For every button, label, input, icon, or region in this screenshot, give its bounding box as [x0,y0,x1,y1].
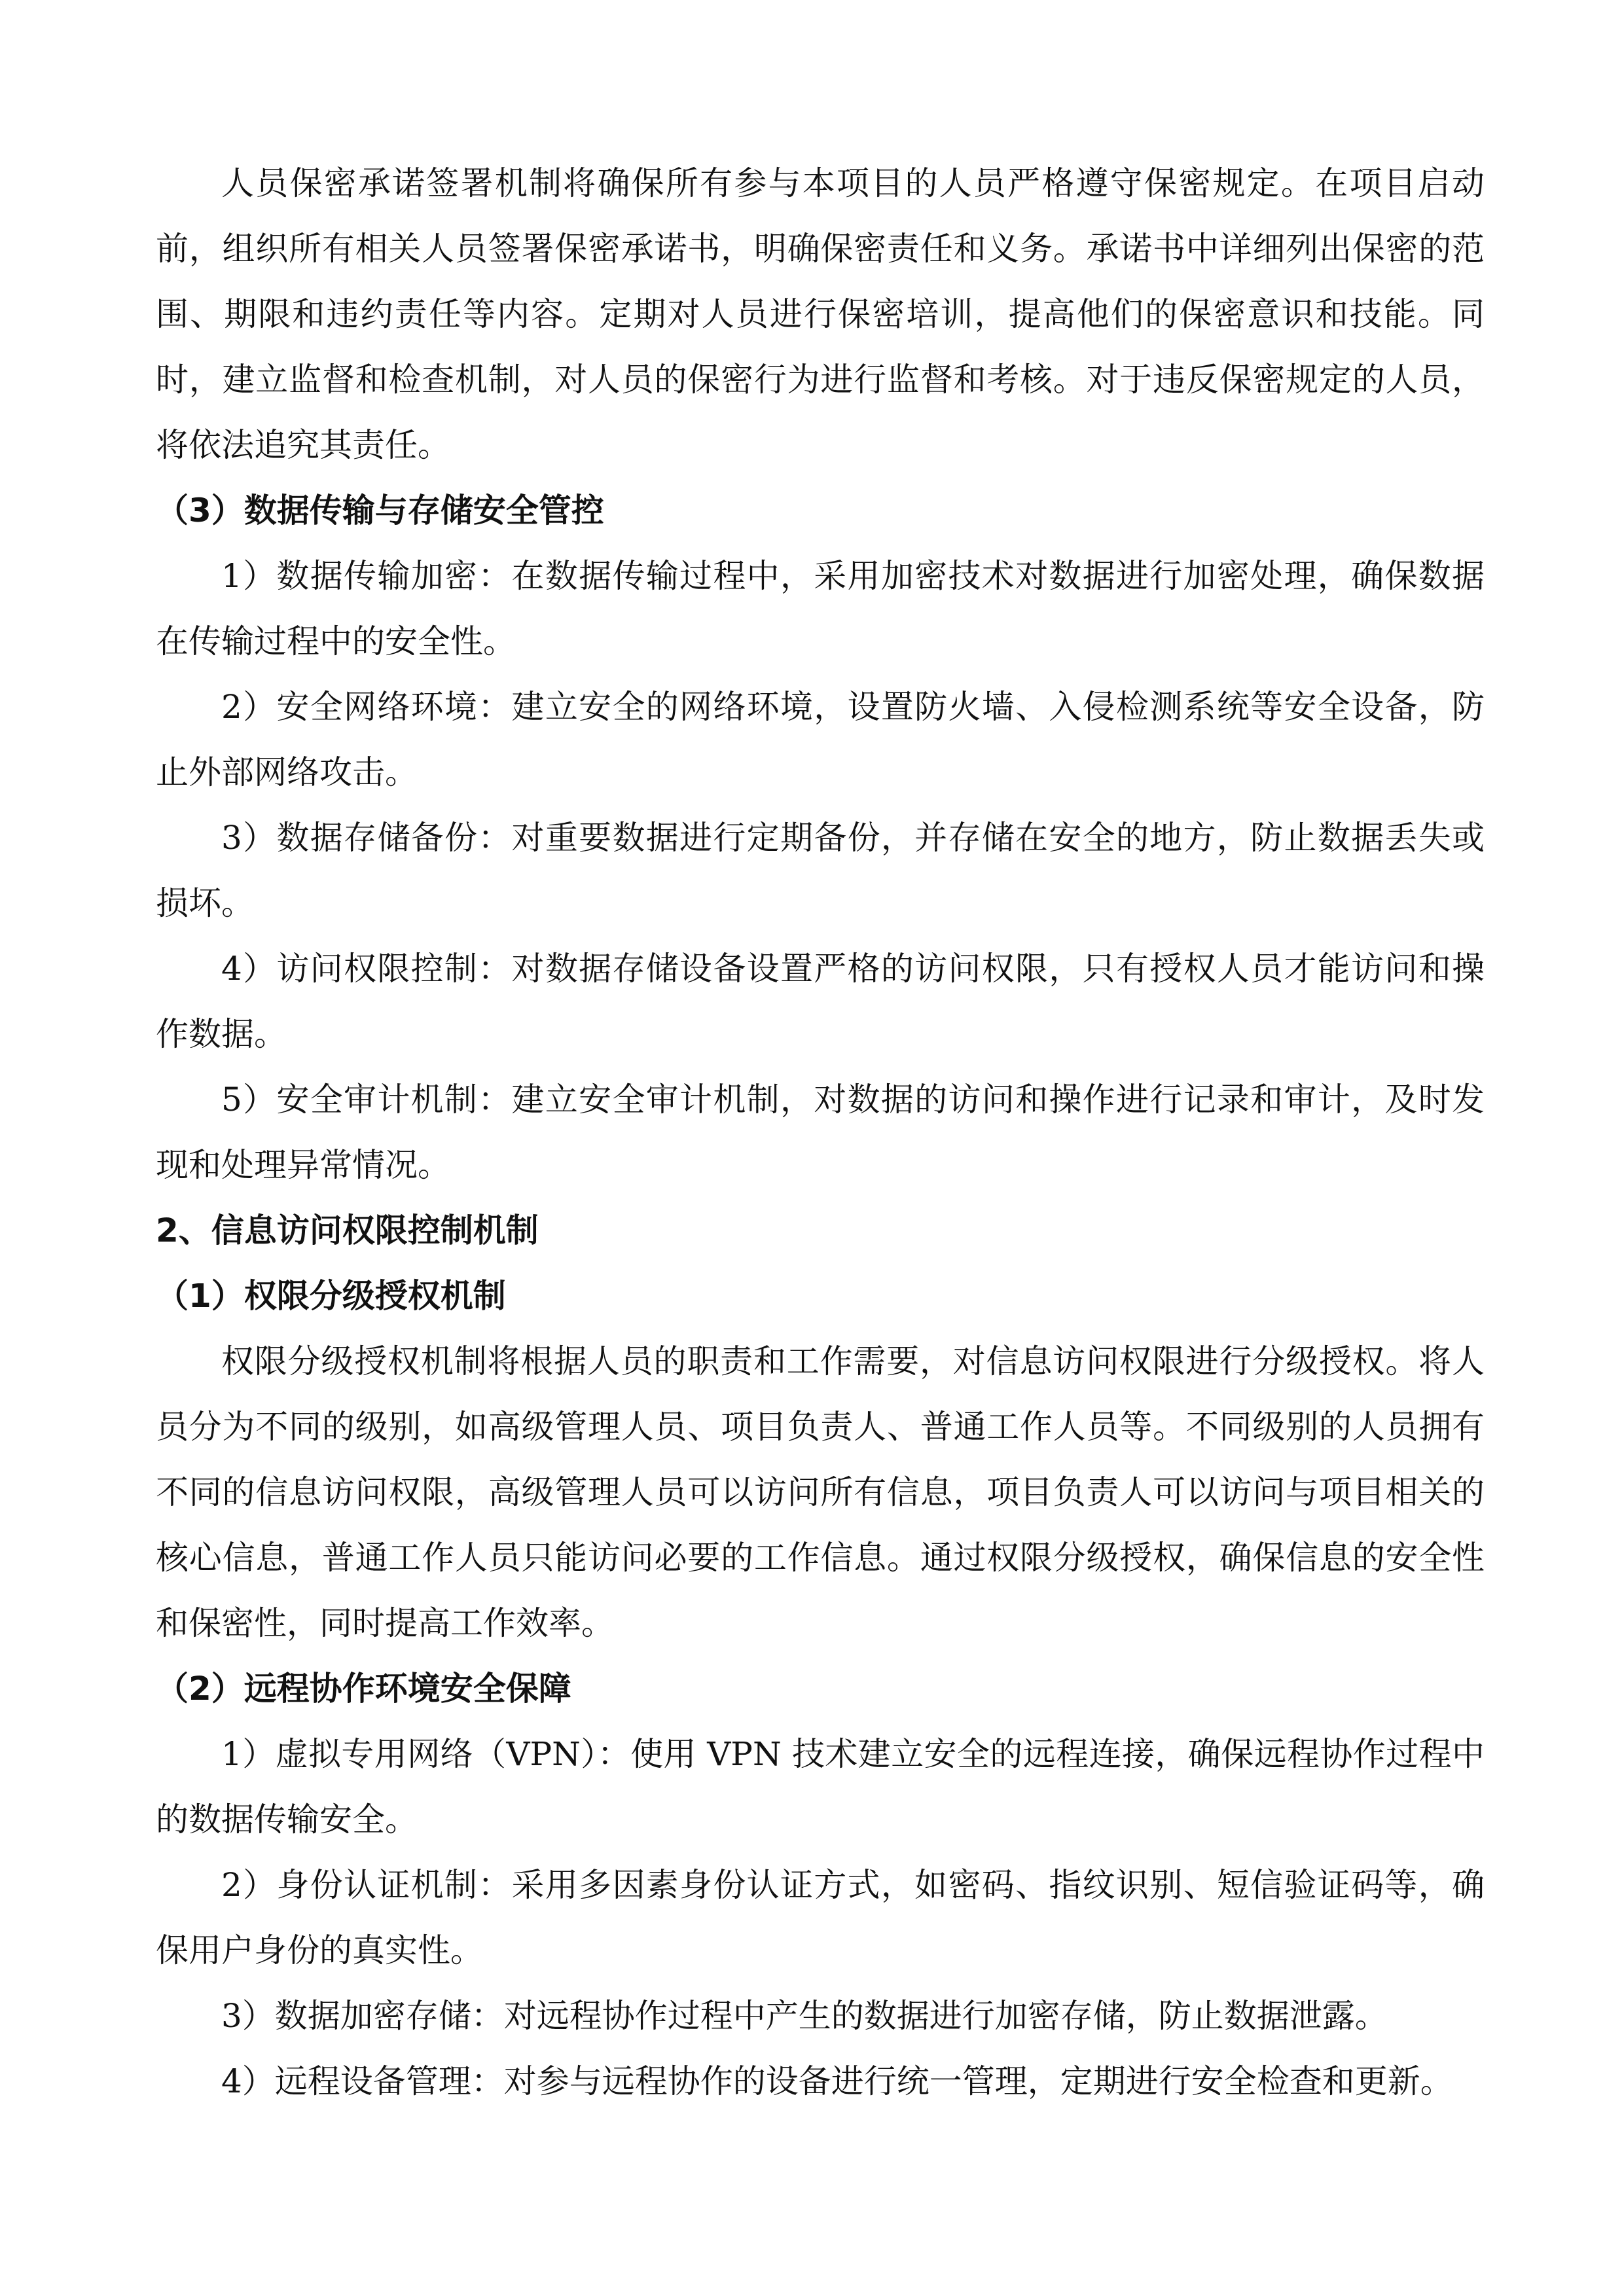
paragraph-vpn: 1）虚拟专用网络（VPN）：使用 VPN 技术建立安全的远程连接，确保远程协作过程中的数据传输安全。 [156,1735,1485,1839]
heading-remote-collaboration: （2）远程协作环境安全保障 [156,1670,571,1708]
document-page [156,151,1485,2114]
paragraph-tiered-authorization: 权限分级授权机制将根据人员的职责和工作需要，对信息访问权限进行分级授权。将人员分为不同的级别，如高级管理人员、项目负责人、普通工作人员等。不同级别的人员拥有不同的信息访问权限，高级管理人员可以访问所有信息，项目负责人可以访问与项目相关的核心信息，普通工作人员只能访问必要的工作信息。通过权限分级授权，确保信息的安全性和保密性，同时提高工作效率。 [156,1342,1485,1642]
paragraph-device-management: 4）远程设备管理：对参与远程协作的设备进行统一管理，定期进行安全检查和更新。 [221,2062,1453,2100]
heading-data-transfer-storage: （3）数据传输与存储安全管控 [156,492,604,529]
paragraph-secure-network: 2）安全网络环境：建立安全的网络环境，设置防火墙、入侵检测系统等安全设备，防止外部网络攻击。 [156,688,1485,791]
paragraph-transfer-encryption: 1）数据传输加密：在数据传输过程中，采用加密技术对数据进行加密处理，确保数据在传输过程中的安全性。 [156,557,1485,660]
heading-tiered-authorization: （1）权限分级授权机制 [156,1277,506,1315]
paragraph-confidentiality-pledge: 人员保密承诺签署机制将确保所有参与本项目的人员严格遵守保密规定。在项目启动前，组织所有相关人员签署保密承诺书，明确保密责任和义务。承诺书中详细列出保密的范围、期限和违约责任等内容。定期对人员进行保密培训，提高他们的保密意识和技能。同时，建立监督和检查机制，对人员的保密行为进行监督和考核。对于违反保密规定的人员，将依法追究其责任。 [156,164,1485,464]
paragraph-authentication: 2）身份认证机制：采用多因素身份认证方式，如密码、指纹识别、短信验证码等，确保用户身份的真实性。 [156,1866,1485,1969]
paragraph-encrypted-storage: 3）数据加密存储：对远程协作过程中产生的数据进行加密存储，防止数据泄露。 [221,1997,1388,2035]
paragraph-storage-backup: 3）数据存储备份：对重要数据进行定期备份，并存储在安全的地方，防止数据丢失或损坏。 [156,819,1485,922]
paragraph-security-audit: 5）安全审计机制：建立安全审计机制，对数据的访问和操作进行记录和审计，及时发现和处理异常情况。 [156,1081,1485,1184]
heading-access-control-mechanism: 2、信息访问权限控制机制 [156,1211,539,1249]
paragraph-access-control: 4）访问权限控制：对数据存储设备设置严格的访问权限，只有授权人员才能访问和操作数据。 [156,950,1485,1053]
